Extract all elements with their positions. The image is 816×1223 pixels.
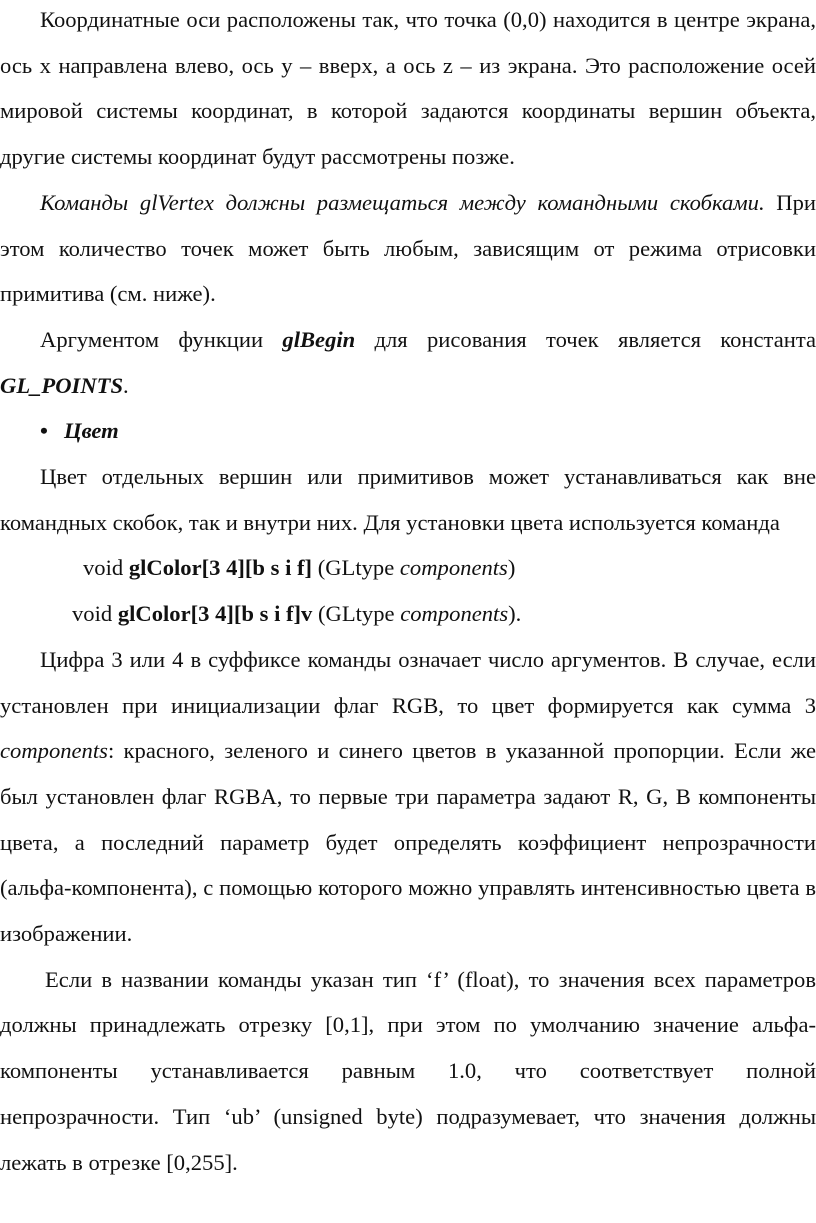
param-open: (GLtype [312,601,401,627]
paragraph-text: Цвет отдельных вершин или примитивов может устанавливаться как вне командных скобок, так и внутри них. Для установки цвета используется команда [0,464,816,535]
text-before: Цифра 3 или 4 в суффиксе команды означает число аргументов. В случае, если установлен при инициализации флаг RGB, то цвет формируется как сумма 3 [0,646,816,718]
param-name: components [399,555,508,581]
section-title: Цвет [64,418,119,444]
paragraph-text: Если в названии команды указан тип ‘f’ (float), то значения всех параметров должны принадлежать отрезку [0,1], при этом по умолчанию значение альфа-компоненты устанавливается равным 1.0, что соответствует полной непрозрачности. Тип ‘ub’ (unsigned byte) подразумевает, что значения должны лежать в отрезке [0,255]. [0,966,816,1175]
paragraph-glvertex-brackets [0,180,816,317]
return-type: void [83,555,129,581]
return-type: void [72,601,118,627]
text-middle: для рисования точек является константа [355,326,816,352]
param-name: components [400,601,509,627]
code-signature-glcolor-v [0,591,816,637]
paragraph-color-setting [0,454,816,545]
function-name: glBegin [282,326,356,352]
paragraph-suffix-digits [0,637,816,957]
bullet-icon: • [40,418,48,444]
text-before: Аргументом функции [40,326,283,352]
code-signature-glcolor [0,545,816,591]
param-close: ) [507,555,516,581]
paragraph-glbegin-argument [0,317,816,408]
paragraph-type-ranges [0,957,816,1186]
paragraph-text: При этом количество точек может быть любым, зависящим от режима отрисовки примитива (см. ниже). [0,189,816,307]
section-heading-color [0,408,816,454]
paragraph-coordinate-axes [0,0,816,180]
constant-name: GL_POINTS [0,372,124,398]
param-close: ). [508,601,522,627]
command-name: glColor[3 4][b s i f] [128,555,313,581]
param-open: (GLtype [312,555,400,581]
command-name: glColor[3 4][b s i f]v [117,601,313,627]
paragraph-text: Координатные оси расположены так, что точка (0,0) находится в центре экрана, ось x направлена влево, ось y – вверх, а ось z – из экрана. Это расположение осей мировой системы координат, в которой задаются координаты вершин объекта, другие системы координат будут рассмотрены позже. [0,7,816,170]
italic-statement: Команды glVertex должны размещаться между командными скобками. [40,189,765,215]
text-end: . [123,372,129,398]
text-after: : красного, зеленого и синего цветов в указанной пропорции. Если же был установлен флаг RGBA, то первые три параметра задают R, G, B компоненты цвета, а последний параметр будет определять коэффициент непрозрачности (альфа-компонента), с помощью которого можно управлять интенсивностью цвета в изображении. [0,738,816,947]
param-name: components [0,738,108,764]
